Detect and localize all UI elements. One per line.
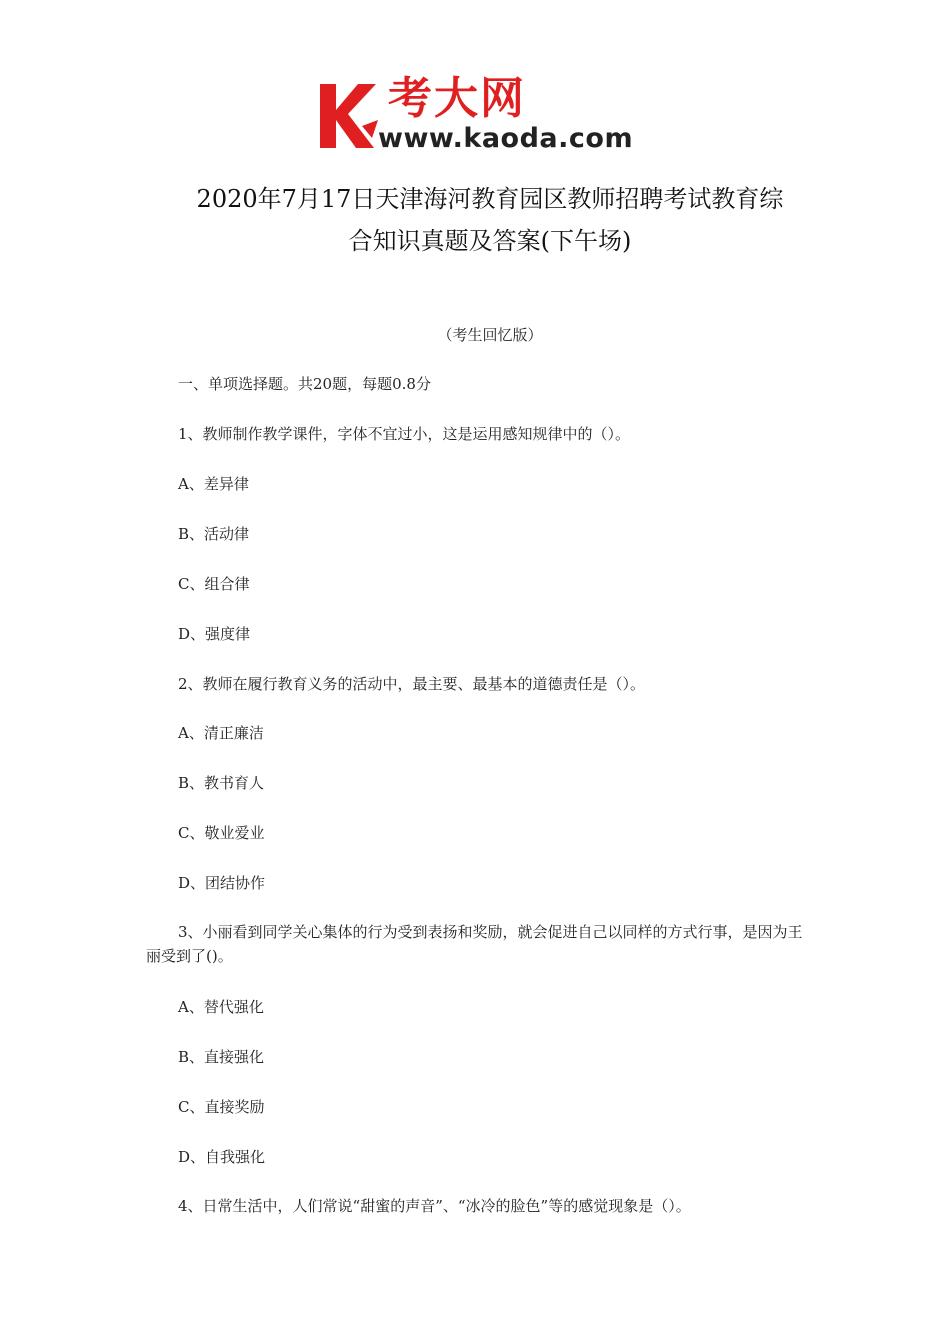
logo-k-mark-icon <box>318 80 380 150</box>
title-line-2: 合知识真题及答案(下午场) <box>348 227 632 255</box>
question-1-option-c: C、组合律 <box>178 575 250 593</box>
question-2-option-d: D、团结协作 <box>178 874 266 892</box>
question-3-option-b: B、直接强化 <box>178 1048 265 1066</box>
logo-url-text: www.kaoda.com <box>378 123 634 154</box>
question-2-option-c: C、敬业爱业 <box>178 824 265 842</box>
question-3-option-a: A、替代强化 <box>178 998 264 1016</box>
question-2-option-b: B、教书育人 <box>178 774 265 792</box>
question-3-stem: 3、小丽看到同学关心集体的行为受到表扬和奖励，就会促进自己以同样的方式行事，是因为王丽受到了()。 <box>146 923 803 965</box>
question-3-option-c: C、直接奖励 <box>178 1098 265 1116</box>
document-subtitle: （考生回忆版） <box>437 326 543 344</box>
question-2-option-a: A、清正廉洁 <box>178 724 264 742</box>
question-1-stem: 1、教师制作教学课件，字体不宜过小，这是运用感知规律中的（）。 <box>178 425 631 443</box>
question-1-option-a: A、差异律 <box>178 475 249 493</box>
title-line-1: 2020年7月17日天津海河教育园区教师招聘考试教育综 <box>196 185 784 213</box>
question-4-stem: 4、日常生活中，人们常说“甜蜜的声音”、“冰冷的脸色”等的感觉现象是（）。 <box>178 1197 691 1215</box>
logo-brand-text: 考大网 <box>388 73 526 124</box>
question-2-stem: 2、教师在履行教育义务的活动中，最主要、最基本的道德责任是（）。 <box>178 675 646 693</box>
question-1-option-d: D、强度律 <box>178 625 251 643</box>
question-1-option-b: B、活动律 <box>178 525 250 543</box>
document-title <box>140 178 840 262</box>
question-3-option-d: D、自我强化 <box>178 1148 266 1166</box>
section-heading: 一、单项选择题。共20题，每题0.8分 <box>178 375 431 393</box>
kaoda-logo <box>318 73 638 160</box>
